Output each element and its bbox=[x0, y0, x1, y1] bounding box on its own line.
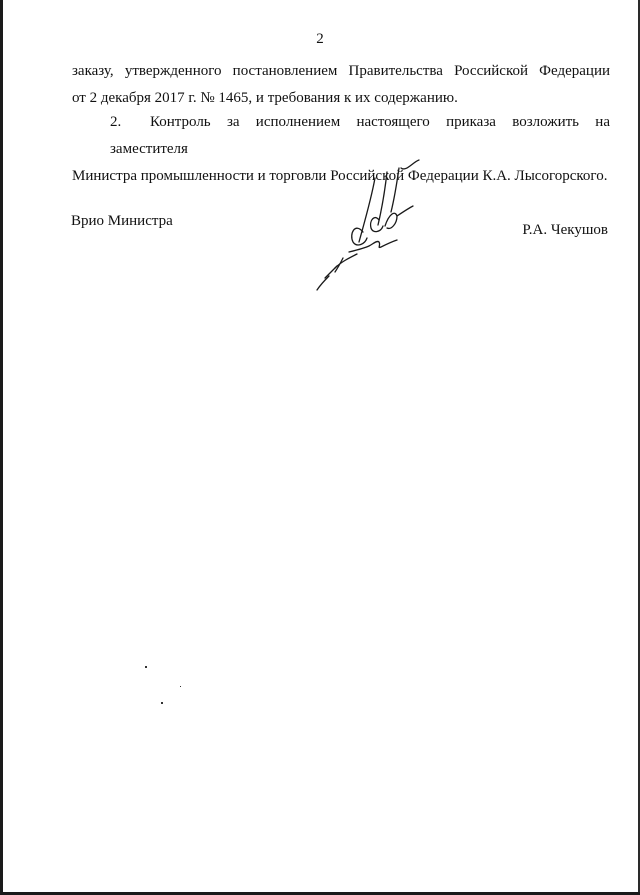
signer-title: Врио Министра bbox=[71, 213, 173, 229]
scan-speck bbox=[180, 686, 181, 687]
paragraph-2-line-2: Министра промышленности и торговли Российской Федерации К.А. Лысогорского. bbox=[72, 168, 608, 184]
item-number: 2. bbox=[110, 114, 122, 130]
paragraph-1-line-2: от 2 декабря 2017 г. № 1465, и требования к их содержанию. bbox=[72, 90, 458, 106]
scan-speck bbox=[145, 666, 147, 668]
paragraph-1-line-1: заказу, утвержденного постановлением Правительства Российской Федерации bbox=[72, 63, 610, 79]
paragraph-1 bbox=[72, 58, 610, 112]
page-number: 2 bbox=[316, 31, 324, 47]
handwritten-signature-icon bbox=[305, 150, 445, 300]
signer-name: Р.А. Чекушов bbox=[522, 222, 608, 238]
scan-speck bbox=[161, 702, 163, 704]
paragraph-2-line-1-text: Контроль за исполнением настоящего приказа возложить на заместителя bbox=[110, 114, 610, 157]
scan-border-left bbox=[0, 0, 3, 895]
